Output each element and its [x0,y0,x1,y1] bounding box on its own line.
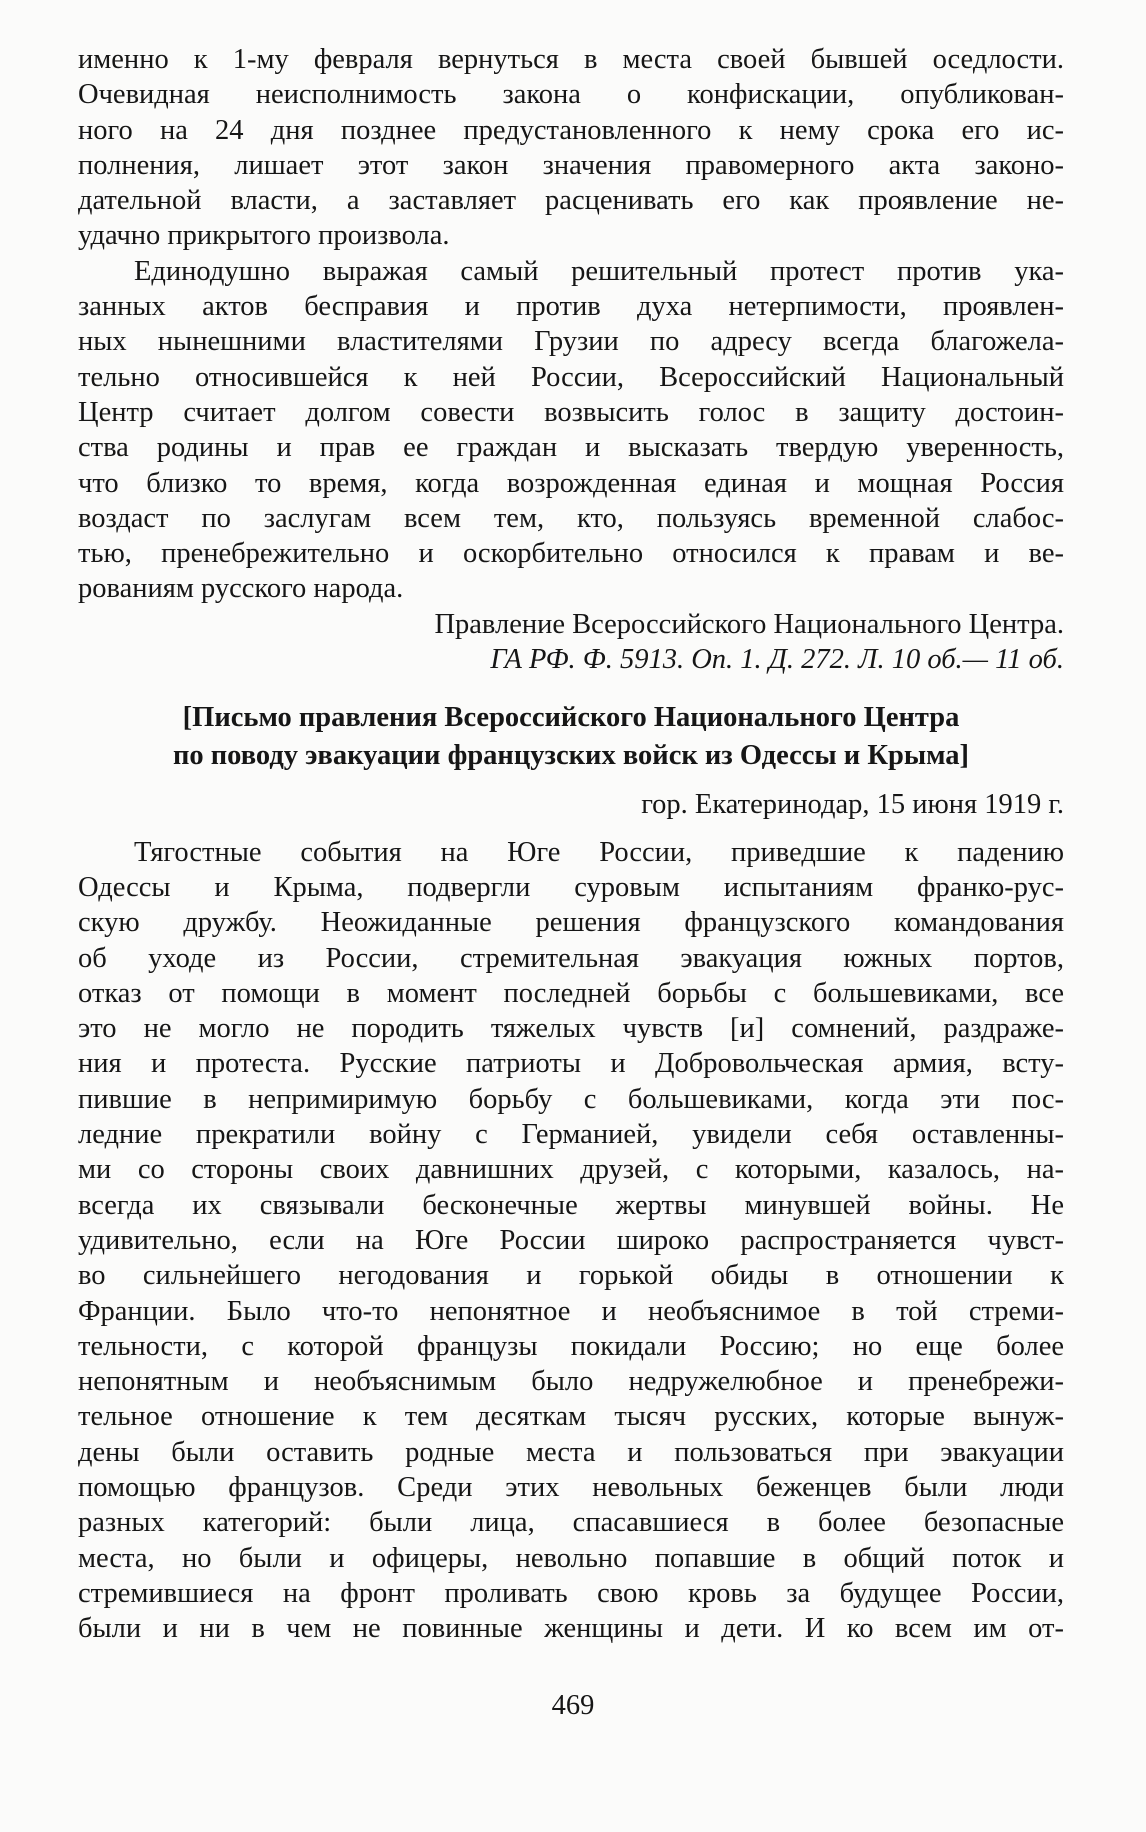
text-line: стремившиеся на фронт проливать свою кровь за будущее России, [78,1577,1064,1609]
paragraph-1 [78,42,1064,254]
dateline: гор. Екатеринодар, 15 июня 1919 г. [641,789,1064,821]
text-line: разных категорий: были лица, спасавшиеся в более безопасные [78,1507,1064,1539]
text-line: тью, пренебрежительно и оскорбительно относился к правам и ве- [78,538,1064,570]
signature: Правление Всероссийского Национального Центра. [434,608,1064,640]
text-line: всегда их связывали бесконечные жертвы минувшей войны. Не [78,1189,1064,1221]
text-line: об уходе из России, стремительная эвакуация южных портов, [78,942,1064,974]
text-line: Тягостные события на Юге России, приведшие к падению [134,836,1064,868]
paragraph-2 [78,254,1064,607]
text-line: дены были оставить родные места и пользоваться при эвакуации [78,1436,1064,1468]
document-heading [78,699,1064,775]
text-line: Центр считает долгом совести возвысить голос в защиту достоин- [78,396,1064,428]
text-line: были и ни в чем не повинные женщины и дети. И ко всем им от- [78,1613,1064,1645]
archive-reference: ГА РФ. Ф. 5913. Оп. 1. Д. 272. Л. 10 об.— 11 об. [490,644,1064,676]
text-line: тельности, с которой французы покидали Россию; но еще более [78,1330,1064,1362]
text-line: помощью французов. Среди этих невольных беженцев были люди [78,1471,1064,1503]
page-number: 469 [551,1690,595,1721]
text-line: скую дружбу. Неожиданные решения французского командования [78,907,1064,939]
text-line: воздаст по заслугам всем тем, кто, пользуясь временной слабос- [78,502,1064,534]
text-line: удивительно, если на Юге России широко распространяется чувст- [78,1224,1064,1256]
text-line: ния и протеста. Русские патриоты и Добровольческая армия, всту- [78,1048,1064,1080]
text-line: Очевидная неисполнимость закона о конфискации, опубликован- [78,79,1064,111]
text-line: рованиям русского народа. [78,573,404,605]
spacer [78,677,1064,699]
text-line: полнения, лишает этот закон значения правомерного акта законо- [78,149,1064,181]
text-line: занных актов бесправия и против духа нетерпимости, проявлен- [78,291,1064,323]
text-line: ми со стороны своих давнишних друзей, с которыми, казалось, на- [78,1154,1064,1186]
text-line: дательной власти, а заставляет расценивать его как проявление не- [78,185,1064,217]
text-line: непонятным и необъяснимым было недружелюбное и пренебрежи- [78,1366,1064,1398]
text-body [78,42,1064,1646]
text-line: отказ от помощи в момент последней борьбы с большевиками, все [78,977,1064,1009]
text-line: ных нынешними властителями Грузии по адресу всегда благожела- [78,326,1064,358]
text-line: тельно относившейся к ней России, Всероссийский Национальный [78,361,1064,393]
text-line: ледние прекратили войну с Германией, увидели себя оставленны- [78,1119,1064,1151]
spacer [78,775,1064,787]
spacer [78,823,1064,835]
text-line: Единодушно выражая самый решительный протест против ука- [134,255,1064,287]
heading-line: [Письмо правления Всероссийского Национального Центра [182,702,960,734]
text-line: это не могло не породить тяжелых чувств [и] сомнений, раздраже- [78,1013,1064,1045]
text-line: ства родины и прав ее граждан и высказать твердую уверенность, [78,432,1064,464]
text-line: пившие в непримиримую борьбу с большевиками, когда эти пос- [78,1083,1064,1115]
text-line: Франции. Было что-то непонятное и необъяснимое в той стреми- [78,1295,1064,1327]
text-line: удачно прикрытого произвола. [78,220,450,252]
text-line: тельное отношение к тем десяткам тысяч русских, которые вынуж- [78,1401,1064,1433]
text-line: что близко то время, когда возрожденная единая и мощная Россия [78,467,1064,499]
text-line: именно к 1-му февраля вернуться в места своей бывшей оседлости. [78,44,1064,75]
text-line: места, но были и офицеры, невольно попавшие в общий поток и [78,1542,1064,1574]
text-line: во сильнейшего негодования и горькой обиды в отношении к [78,1260,1064,1292]
text-line: ного на 24 дня позднее предустановленного к нему срока его ис- [78,114,1064,146]
text-line: Одессы и Крыма, подвергли суровым испытаниям франко-рус- [78,871,1064,903]
heading-line: по поводу эвакуации французских войск из Одессы и Крыма] [172,740,970,772]
paragraph-3 [78,835,1064,1647]
